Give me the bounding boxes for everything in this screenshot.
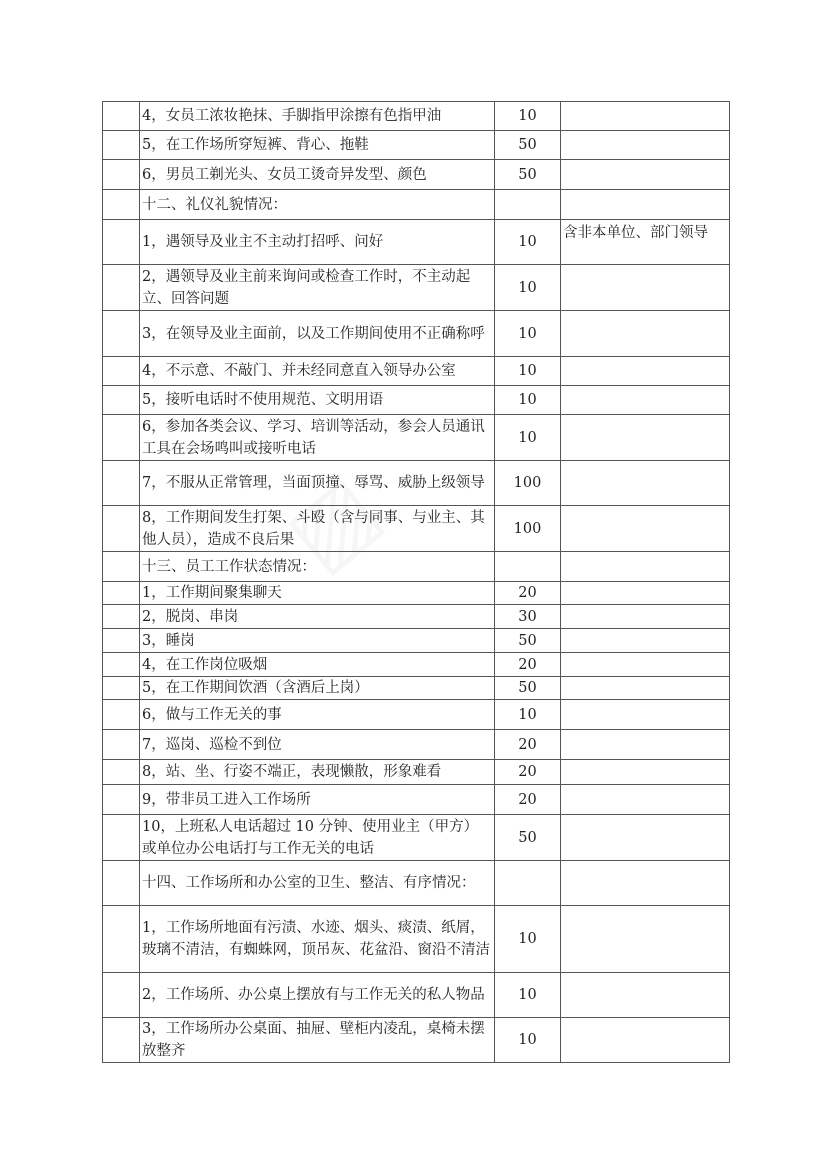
index-cell — [103, 102, 140, 131]
note-cell — [561, 906, 730, 973]
table-row — [103, 131, 730, 160]
table-row — [103, 506, 730, 552]
item-cell: 3，睡岗 — [140, 629, 495, 653]
note-cell — [561, 815, 730, 861]
note-cell — [561, 311, 730, 357]
note-cell — [561, 506, 730, 552]
item-cell: 8，站、坐、行姿不端正，表现懒散，形象难看 — [140, 760, 495, 785]
table-row — [103, 815, 730, 861]
item-cell: 8，工作期间发生打架、斗殴（含与同事、与业主、其他人员），造成不良后果 — [140, 506, 495, 552]
points-cell: 10 — [495, 973, 561, 1018]
table-row — [103, 760, 730, 785]
item-cell: 5，接听电话时不使用规范、文明用语 — [140, 386, 495, 415]
table-row — [103, 311, 730, 357]
note-cell — [561, 357, 730, 386]
item-cell: 3，工作场所办公桌面、抽屉、壁柜内凌乱，桌椅未摆放整齐 — [140, 1018, 495, 1063]
points-cell — [495, 552, 561, 582]
item-cell: 2，遇领导及业主前来询问或检查工作时，不主动起立、回答问题 — [140, 265, 495, 311]
index-cell — [103, 160, 140, 190]
item-cell: 5，在工作场所穿短裤、背心、拖鞋 — [140, 131, 495, 160]
note-cell — [561, 677, 730, 700]
table-row — [103, 605, 730, 629]
index-cell — [103, 131, 140, 160]
index-cell — [103, 629, 140, 653]
table-row — [103, 386, 730, 415]
note-cell — [561, 265, 730, 311]
points-cell: 10 — [495, 906, 561, 973]
note-cell — [561, 973, 730, 1018]
points-cell: 20 — [495, 653, 561, 677]
index-cell — [103, 861, 140, 906]
points-cell: 50 — [495, 677, 561, 700]
item-cell: 7，不服从正常管理，当面顶撞、辱骂、威胁上级领导 — [140, 461, 495, 506]
item-cell: 2，脱岗、串岗 — [140, 605, 495, 629]
points-cell: 100 — [495, 461, 561, 506]
points-cell: 50 — [495, 815, 561, 861]
table-row — [103, 700, 730, 730]
item-cell: 4，在工作岗位吸烟 — [140, 653, 495, 677]
item-cell: 9，带非员工进入工作场所 — [140, 785, 495, 815]
points-cell: 50 — [495, 160, 561, 190]
table-row — [103, 582, 730, 605]
index-cell — [103, 730, 140, 760]
item-cell: 十三、员工工作状态情况： — [140, 552, 495, 582]
note-cell — [561, 629, 730, 653]
table-row — [103, 160, 730, 190]
note-cell — [561, 190, 730, 220]
index-cell — [103, 265, 140, 311]
table-row — [103, 190, 730, 220]
item-cell: 1，工作期间聚集聊天 — [140, 582, 495, 605]
points-cell: 50 — [495, 131, 561, 160]
table-row — [103, 629, 730, 653]
index-cell — [103, 653, 140, 677]
index-cell — [103, 1018, 140, 1063]
points-cell: 50 — [495, 629, 561, 653]
item-cell: 5，在工作期间饮酒（含酒后上岗） — [140, 677, 495, 700]
points-cell: 20 — [495, 785, 561, 815]
index-cell — [103, 220, 140, 265]
note-cell — [561, 760, 730, 785]
note-cell — [561, 102, 730, 131]
item-cell: 6，做与工作无关的事 — [140, 700, 495, 730]
table-row — [103, 357, 730, 386]
item-cell: 3，在领导及业主面前，以及工作期间使用不正确称呼 — [140, 311, 495, 357]
points-cell: 30 — [495, 605, 561, 629]
index-cell — [103, 311, 140, 357]
table-row — [103, 973, 730, 1018]
item-cell: 1，工作场所地面有污渍、水迹、烟头、痰渍、纸屑，玻璃不清洁，有蜘蛛网，顶吊灰、花盆沿、窗沿不清洁 — [140, 906, 495, 973]
note-cell — [561, 605, 730, 629]
item-cell: 十四、工作场所和办公室的卫生、整洁、有序情况： — [140, 861, 495, 906]
item-cell: 7，巡岗、巡检不到位 — [140, 730, 495, 760]
points-cell — [495, 190, 561, 220]
index-cell — [103, 973, 140, 1018]
table-row — [103, 730, 730, 760]
table-row — [103, 677, 730, 700]
points-cell: 10 — [495, 265, 561, 311]
index-cell — [103, 190, 140, 220]
table-row — [103, 265, 730, 311]
index-cell — [103, 906, 140, 973]
index-cell — [103, 552, 140, 582]
item-cell: 2，工作场所、办公桌上摆放有与工作无关的私人物品 — [140, 973, 495, 1018]
note-cell — [561, 131, 730, 160]
note-cell — [561, 785, 730, 815]
table-row — [103, 102, 730, 131]
item-cell: 1，遇领导及业主不主动打招呼、问好 — [140, 220, 495, 265]
table-row — [103, 906, 730, 973]
index-cell — [103, 785, 140, 815]
points-cell: 10 — [495, 357, 561, 386]
index-cell — [103, 605, 140, 629]
note-cell — [561, 552, 730, 582]
table-row — [103, 552, 730, 582]
index-cell — [103, 677, 140, 700]
item-cell: 4，女员工浓妆艳抹、手脚指甲涂擦有色指甲油 — [140, 102, 495, 131]
table-row — [103, 861, 730, 906]
points-cell — [495, 861, 561, 906]
index-cell — [103, 506, 140, 552]
item-cell: 4，不示意、不敲门、并未经同意直入领导办公室 — [140, 357, 495, 386]
table-row — [103, 415, 730, 461]
points-cell: 10 — [495, 311, 561, 357]
penalty-table — [102, 101, 730, 1063]
table-row — [103, 1018, 730, 1063]
note-cell — [561, 582, 730, 605]
item-cell: 6，男员工剃光头、女员工烫奇异发型、颜色 — [140, 160, 495, 190]
points-cell: 10 — [495, 700, 561, 730]
index-cell — [103, 386, 140, 415]
index-cell — [103, 582, 140, 605]
points-cell: 10 — [495, 1018, 561, 1063]
points-cell: 100 — [495, 506, 561, 552]
points-cell: 10 — [495, 386, 561, 415]
points-cell: 20 — [495, 730, 561, 760]
points-cell: 20 — [495, 760, 561, 785]
index-cell — [103, 415, 140, 461]
points-cell: 10 — [495, 102, 561, 131]
note-cell — [561, 653, 730, 677]
table-row — [103, 653, 730, 677]
table-row — [103, 785, 730, 815]
item-cell: 十二、礼仪礼貌情况： — [140, 190, 495, 220]
index-cell — [103, 357, 140, 386]
index-cell — [103, 700, 140, 730]
item-cell: 10，上班私人电话超过 10 分钟、使用业主（甲方）或单位办公电话打与工作无关的电话 — [140, 815, 495, 861]
table-row — [103, 220, 730, 265]
note-cell — [561, 386, 730, 415]
index-cell — [103, 760, 140, 785]
note-cell: 含非本单位、部门领导 — [561, 220, 730, 265]
note-cell — [561, 461, 730, 506]
points-cell: 10 — [495, 220, 561, 265]
points-cell: 10 — [495, 415, 561, 461]
table-row — [103, 461, 730, 506]
item-cell: 6，参加各类会议、学习、培训等活动，参会人员通讯工具在会场鸣叫或接听电话 — [140, 415, 495, 461]
points-cell: 20 — [495, 582, 561, 605]
index-cell — [103, 815, 140, 861]
note-cell — [561, 700, 730, 730]
note-cell — [561, 415, 730, 461]
note-cell — [561, 861, 730, 906]
index-cell — [103, 461, 140, 506]
note-cell — [561, 730, 730, 760]
note-cell — [561, 160, 730, 190]
note-cell — [561, 1018, 730, 1063]
